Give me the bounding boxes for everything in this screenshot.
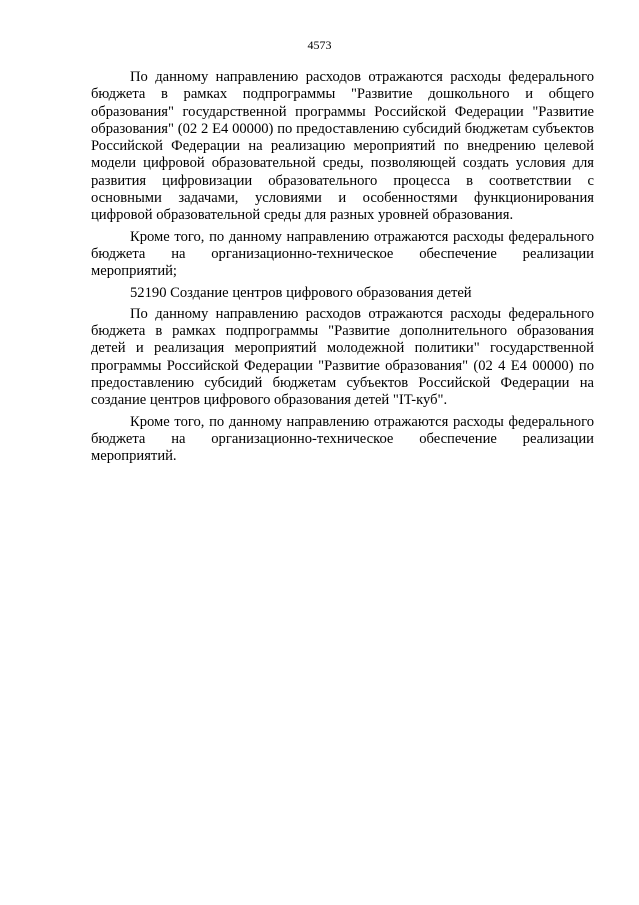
paragraph-org-support-1: Кроме того, по данному направлению отражаются расходы федерального бюджета на организационно-техническое обеспечение реализации мероприятий; — [91, 228, 594, 280]
paragraph-it-cube: По данному направлению расходов отражаются расходы федерального бюджета в рамках подпрограммы "Развитие дополнительного образования детей и реализация мероприятий молодежной политики" государственной программы Российской Федерации "Развитие образования" (02 4 E4 00000) по предоставлению субсидий бюджетам субъектов Российской Федерации на создание центров цифрового образования детей "IT-куб". — [91, 305, 594, 409]
page-number: 4573 — [307, 38, 332, 52]
paragraph-e4-general-education: По данному направлению расходов отражаются расходы федерального бюджета в рамках подпрограммы "Развитие дошкольного и общего образования" государственной программы Российской Федерации "Развитие образования" (02 2 E4 00000) по предоставлению субсидий бюджетам субъектов Российской Федерации на реализацию мероприятий по внедрению целевой модели цифровой образовательной среды, позволяющей создать условия для развития цифровизации образовательного процесса в соответствии с основными задачами, условиями и особенностями функционирования цифровой образовательной среды для разных уровней образования. — [91, 69, 594, 224]
paragraph-org-support-2: Кроме того, по данному направлению отражаются расходы федерального бюджета на организационно-техническое обеспечение реализации мероприятий. — [91, 413, 594, 465]
document-body — [91, 69, 594, 470]
section-heading-52190: 52190 Создание центров цифрового образования детей — [130, 284, 472, 301]
